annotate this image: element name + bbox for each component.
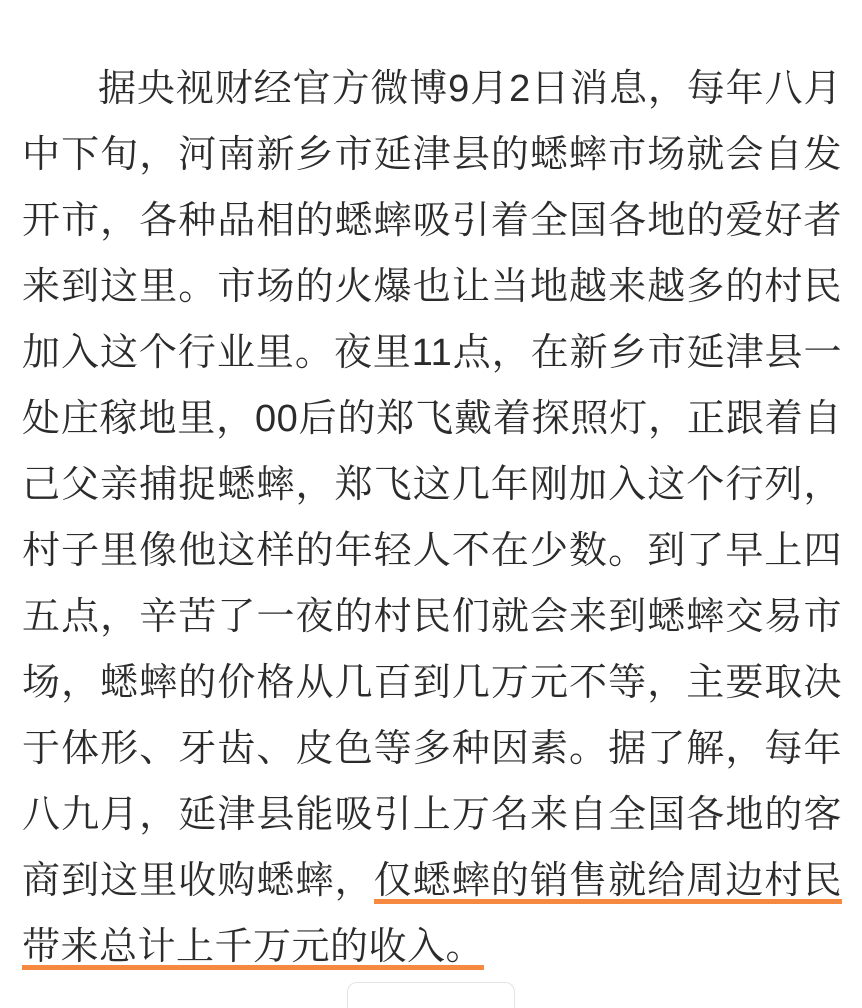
article-paragraph [22,56,842,980]
bottom-bar [0,982,862,1008]
article-container [22,56,842,980]
bottom-sheet-handle[interactable] [347,982,515,1008]
article-text-lead: 据央视财经官方微博9月2日消息，每年八月中下旬，河南新乡市延津县的蟋蟀市场就会自发开市，各种品相的蟋蟀吸引着全国各地的爱好者来到这里。市场的火爆也让当地越来越多的村民加入这个行业里。夜里11点，在新乡市延津县一处庄稼地里，00后的郑飞戴着探照灯，正跟着自己父亲捕捉蟋蟀，郑飞这几年刚加入这个行列，村子里像他这样的年轻人不在少数。到了早上四五点，辛苦了一夜的村民们就会来到蟋蟀交易市场，蟋蟀的价格从几百到几万元不等，主要取决于体形、牙齿、皮色等多种因素。据了解，每年八九月，延津县能吸引上万名来自全国各地的客商到这里收购蟋蟀， [22,68,842,902]
article-text-highlighted: 仅蟋蟀的销售就给周边村民带来总计上千万元的收入。 [22,860,842,968]
